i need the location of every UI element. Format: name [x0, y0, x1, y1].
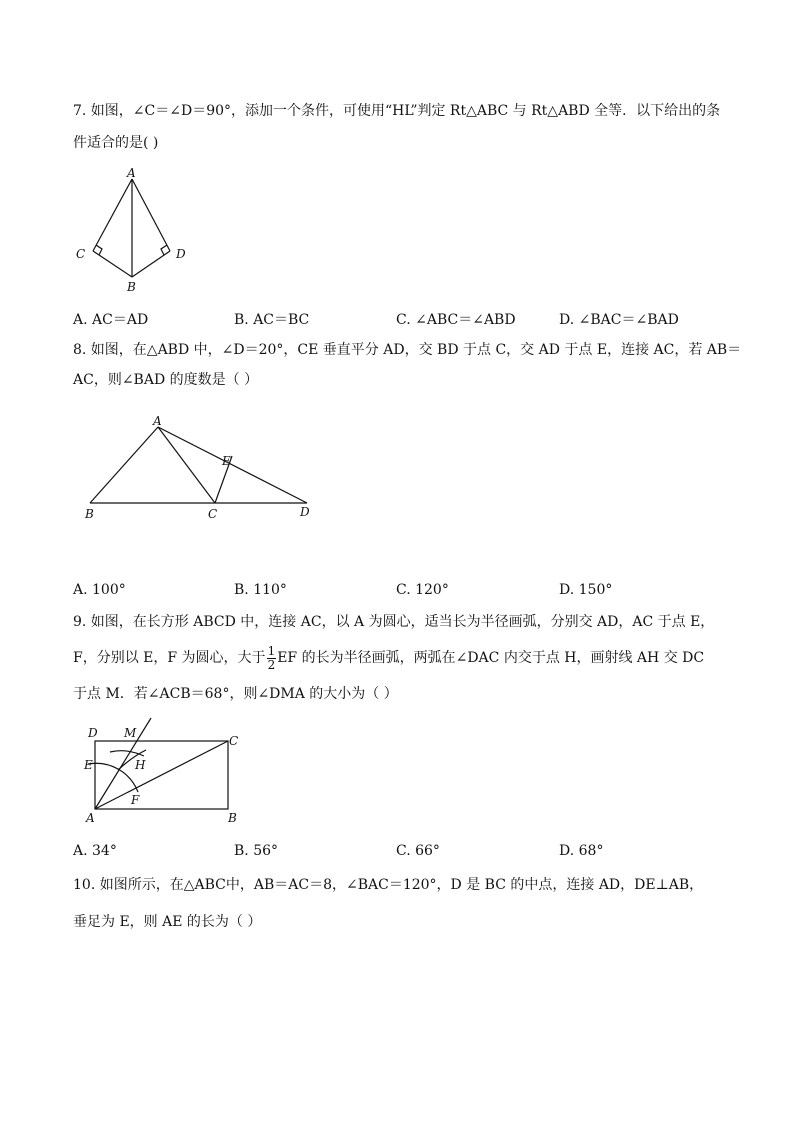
q8-stem-line2: AC，则∠BAD 的度数是（ ）: [73, 372, 259, 388]
q8-figure: [80, 415, 320, 525]
q9-label-d: D: [88, 726, 98, 740]
q7-figure: [70, 165, 200, 300]
q9-stem-line2: [73, 644, 704, 672]
q7-segment-ad: [132, 179, 170, 251]
q9-label-m: M: [124, 726, 137, 740]
q8-option-b[interactable]: B. 110°: [234, 582, 287, 598]
q7-option-d[interactable]: D. ∠BAC＝∠BAD: [559, 312, 679, 328]
q9-option-a[interactable]: A. 34°: [73, 843, 117, 859]
q7-stem-line1: 7. 如图，∠C＝∠D＝90°，添加一个条件，可使用“HL”判定 Rt△ABC 与 Rt△ABD 全等．以下给出的条: [73, 103, 721, 119]
q9-option-b[interactable]: B. 56°: [234, 843, 279, 859]
q7-option-b[interactable]: B. AC＝BC: [234, 312, 310, 328]
q8-segment-ac: [158, 427, 215, 503]
q9-option-c[interactable]: C. 66°: [396, 843, 440, 859]
q9-fraction-numerator: 1: [267, 643, 276, 658]
q8-label-d: D: [300, 505, 310, 519]
q9-label-c: C: [229, 734, 239, 748]
q8-stem-line1: 8. 如图，在△ABD 中，∠D＝20°，CE 垂直平分 AD，交 BD 于点 C，交 AD 于点 E，连接 AC，若 AB＝: [73, 342, 742, 358]
q7-option-c[interactable]: C. ∠ABC＝∠ABD: [396, 312, 516, 328]
q8-option-a[interactable]: A. 100°: [73, 582, 126, 598]
q9-option-d[interactable]: D. 68°: [559, 843, 604, 859]
q9-stem-line2-part2: EF 的长为半径画弧，两弧在∠DAC 内交于点 H，画射线 AH 交 DC: [277, 650, 705, 666]
q9-fraction: [267, 645, 277, 672]
q9-label-a: A: [86, 811, 95, 825]
q7-label-c: C: [76, 247, 86, 261]
q8-segment-ad: [158, 427, 307, 503]
q7-label-d: D: [176, 247, 186, 261]
q9-stem-line2-part1: F，分别以 E，F 为圆心，大于: [73, 650, 266, 666]
q8-label-e: E: [222, 454, 231, 468]
q8-label-a: A: [153, 414, 162, 428]
q7-stem-line2: 件适合的是( ): [73, 135, 159, 151]
q9-label-e: E: [84, 758, 93, 772]
q8-option-c[interactable]: C. 120°: [396, 582, 449, 598]
q7-segment-ac: [93, 179, 132, 251]
q8-segment-ab: [90, 427, 158, 503]
q7-label-a: A: [127, 166, 136, 180]
q8-label-c: C: [208, 507, 218, 521]
q9-stem-line3: 于点 M．若∠ACB＝68°，则∠DMA 的大小为（ ）: [73, 686, 398, 702]
q10-stem-line2: 垂足为 E，则 AE 的长为（ ）: [73, 914, 262, 930]
q8-label-b: B: [85, 507, 94, 521]
q9-label-b: B: [228, 811, 237, 825]
q9-figure: [76, 712, 256, 827]
q9-stem-line1: 9. 如图，在长方形 ABCD 中，连接 AC，以 A 为圆心，适当长为半径画弧，分别交 AD，AC 于点 E，: [73, 614, 715, 630]
q8-option-d[interactable]: D. 150°: [559, 582, 613, 598]
q9-fraction-denominator: 2: [267, 657, 276, 672]
q7-label-b: B: [127, 280, 136, 294]
q9-label-f: F: [131, 793, 140, 807]
q7-segment-db: [132, 251, 170, 277]
q7-option-a[interactable]: A. AC＝AD: [73, 312, 149, 328]
q9-label-h: H: [135, 758, 146, 772]
q10-stem-line1: 10. 如图所示，在△ABC中，AB＝AC＝8，∠BAC＝120°，D 是 BC 的中点，连接 AD，DE⊥AB，: [73, 877, 704, 893]
